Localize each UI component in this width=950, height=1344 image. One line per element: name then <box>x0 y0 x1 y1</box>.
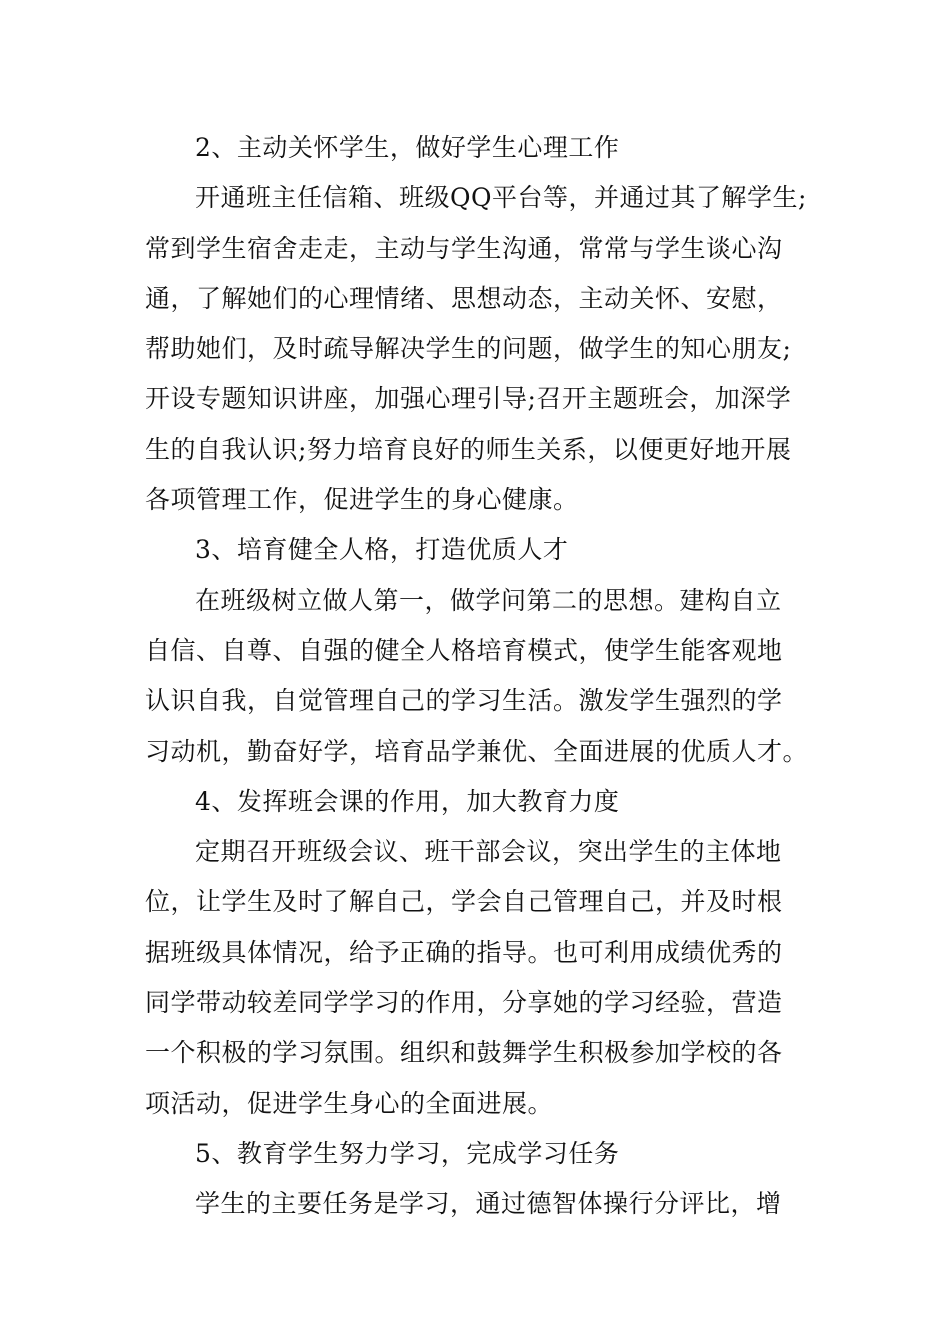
paragraph-line: 同学带动较差同学学习的作用，分享她的学习经验，营造 <box>145 988 783 1018</box>
section-heading: 3、培育健全人格，打造优质人才 <box>195 535 569 565</box>
paragraph-line: 学生的主要任务是学习，通过德智体操行分评比，增 <box>195 1189 782 1219</box>
paragraph-line: 开通班主任信箱、班级QQ平台等，并通过其了解学生; <box>195 183 807 213</box>
paragraph-line: 在班级树立做人第一，做学问第二的思想。建构自立 <box>195 585 782 615</box>
section-heading: 4、发挥班会课的作用，加大教育力度 <box>195 786 620 816</box>
paragraph-line: 各项管理工作，促进学生的身心健康。 <box>145 485 579 515</box>
paragraph-line: 生的自我认识;努力培育良好的师生关系，以便更好地开展 <box>145 434 792 464</box>
paragraph-line: 一个积极的学习氛围。组织和鼓舞学生积极参加学校的各 <box>145 1038 783 1068</box>
paragraph-line: 项活动，促进学生身心的全面进展。 <box>145 1088 554 1118</box>
paragraph-line: 帮助她们，及时疏导解决学生的问题，做学生的知心朋友; <box>145 334 792 364</box>
paragraph-line: 常到学生宿舍走走，主动与学生沟通，常常与学生谈心沟 <box>145 233 783 263</box>
section-heading: 5、教育学生努力学习，完成学习任务 <box>195 1138 620 1168</box>
paragraph-line: 据班级具体情况，给予正确的指导。也可利用成绩优秀的 <box>145 937 783 967</box>
paragraph-line: 定期召开班级会议、班干部会议，突出学生的主体地 <box>195 837 782 867</box>
paragraph-line: 通，了解她们的心理情绪、思想动态，主动关怀、安慰， <box>145 283 783 313</box>
paragraph-line: 自信、自尊、自强的健全人格培育模式，使学生能客观地 <box>145 635 783 665</box>
section-heading: 2、主动关怀学生，做好学生心理工作 <box>195 133 620 162</box>
paragraph-line: 习动机，勤奋好学，培育品学兼优、全面进展的优质人才。 <box>145 736 809 766</box>
document-body <box>145 123 810 1230</box>
paragraph-line: 认识自我，自觉管理自己的学习生活。激发学生强烈的学 <box>145 686 783 716</box>
paragraph-line: 位，让学生及时了解自己，学会自己管理自己，并及时根 <box>145 887 783 917</box>
paragraph-line: 开设专题知识讲座，加强心理引导;召开主题班会，加深学 <box>145 384 792 414</box>
